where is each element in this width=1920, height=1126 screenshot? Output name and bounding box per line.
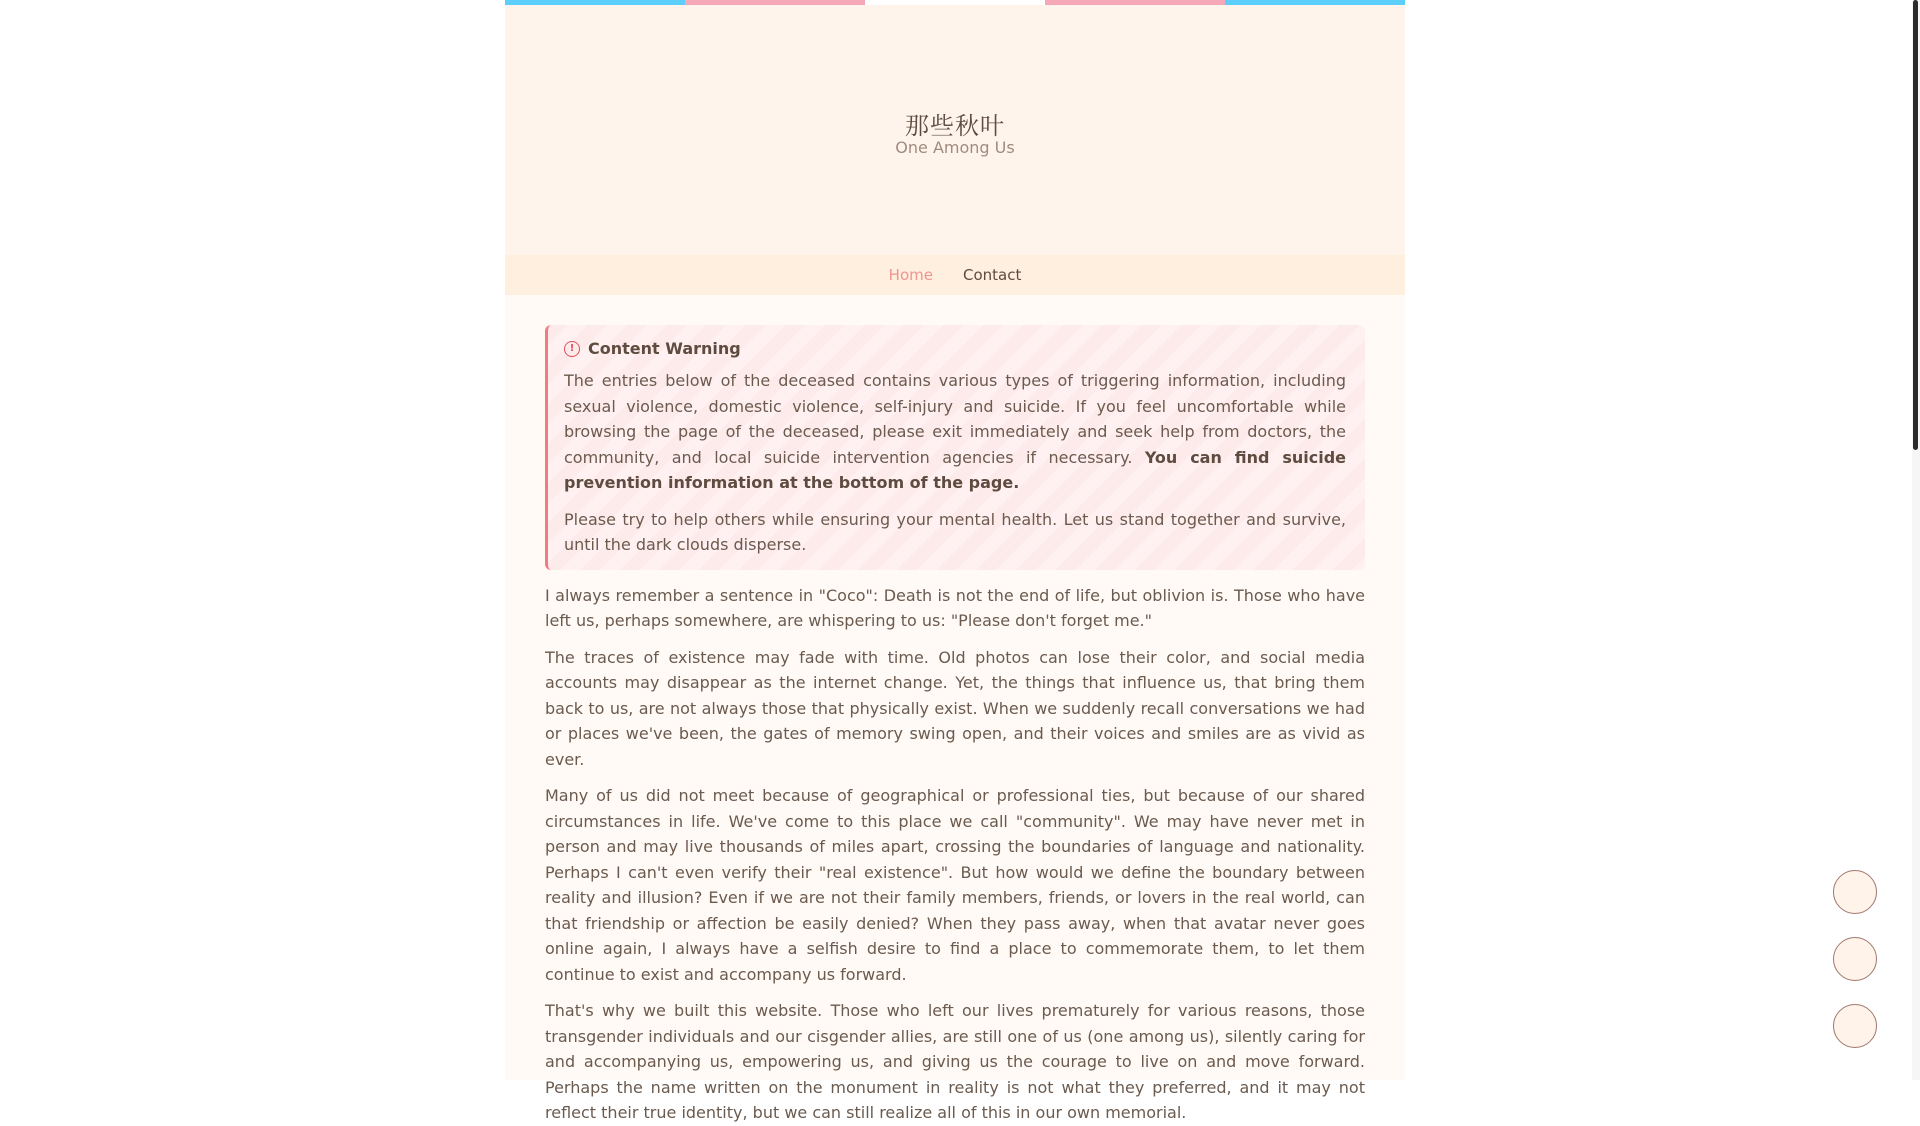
content-warning-header xyxy=(564,339,1346,358)
site-subtitle: One Among Us xyxy=(895,138,1015,157)
alert-circle-icon: ! xyxy=(564,341,580,357)
intro-text xyxy=(545,583,1365,1126)
content-warning-paragraph-2: Please try to help others while ensuring your mental health. Let us stand together and survive, until the dark clouds disperse. xyxy=(564,509,1346,554)
floating-action-button-3[interactable] xyxy=(1833,1004,1877,1048)
intro-paragraph-1: I always remember a sentence in "Coco": Death is not the end of life, but oblivion is. Those who have left us, perhaps somewhere, are whispering to us: "Please don't forget me." xyxy=(545,585,1365,630)
intro-paragraph-2: The traces of existence may fade with time. Old photos can lose their color, and social media accounts may disappear as the internet change. Yet, the things that influence us, that bring them back to us, are not always those that physically exist. When we suddenly recall conversations we had or places we've been, the gates of memory swing open, and their voices and smiles are as vivid as ever. xyxy=(545,647,1365,769)
nav-contact-link[interactable]: Contact xyxy=(962,266,1022,284)
content-warning-title: Content Warning xyxy=(588,339,741,358)
content-warning-strong-text: You can find suicide prevention information at the bottom of the page. xyxy=(564,447,1346,492)
main-content xyxy=(505,295,1405,1126)
intro-paragraph-4: That's why we built this website. Those who left our lives prematurely for various reasons, those transgender individuals and our cisgender allies, are still one of us (one among us), silently caring for and accompanying us, empowering us, and giving us the courage to live on and move forward. Perhaps the name written on the monument in reality is not what they preferred, and it may not reflect their true identity, but we can still realize all of this in our own memorial. xyxy=(545,1001,1365,1122)
scrollbar-thumb[interactable] xyxy=(1913,0,1918,450)
page-container xyxy=(505,0,1405,1122)
nav-home-link[interactable]: Home xyxy=(888,266,933,284)
site-header xyxy=(505,5,1405,255)
main-nav xyxy=(505,255,1405,295)
content-warning-paragraph xyxy=(564,368,1346,496)
content-warning-box xyxy=(545,325,1365,570)
content-warning-text: The entries below of the deceased contains various types of triggering information, including sexual violence, domestic violence, self-injury and suicide. If you feel uncomfortable while browsing the page of the deceased, please exit immediately and seek help from doctors, the community, and local suicide intervention agencies if necessary. xyxy=(564,371,1346,467)
floating-action-button-2[interactable] xyxy=(1833,937,1877,981)
floating-action-button-1[interactable] xyxy=(1833,870,1877,914)
site-title[interactable]: 那些秋叶 xyxy=(905,112,1005,140)
intro-paragraph-3: Many of us did not meet because of geographical or professional ties, but because of our shared circumstances in life. We've come to this place we call "community". We may have never met in person and may live thousands of miles apart, crossing the boundaries of language and nationality. Perhaps I can't even verify their "real existence". But how would we define the boundary between reality and illusion? Even if we are not their family members, friends, or lovers in the real world, can that friendship or affection be easily denied? When they pass away, when that avatar never goes online again, I always have a selfish desire to find a place to commemorate them, to let them continue to exist and accompany us forward. xyxy=(545,786,1365,984)
